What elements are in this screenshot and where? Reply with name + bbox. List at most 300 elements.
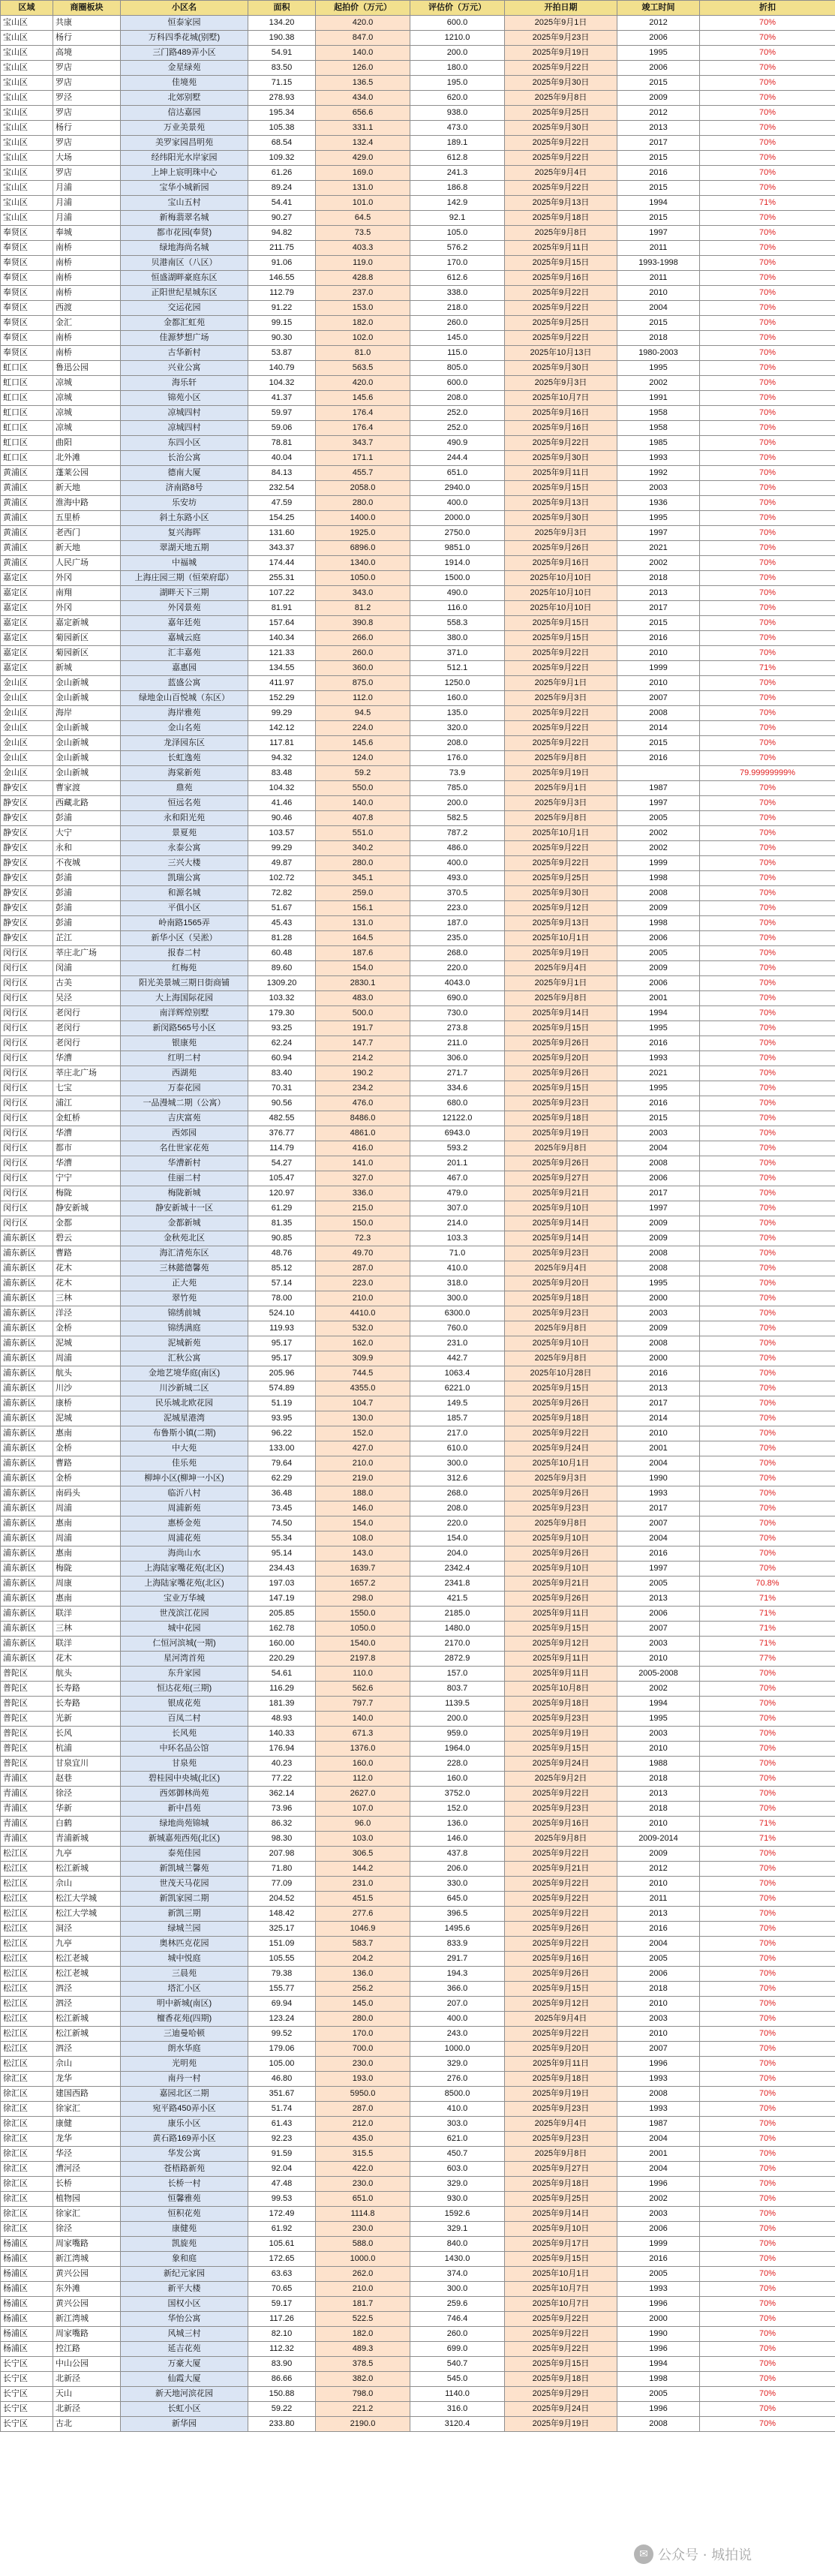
- cell-name: 报春二村: [121, 946, 248, 961]
- table-row: [1, 1967, 835, 1982]
- cell-disc: 70%: [700, 1456, 835, 1471]
- cell-disc: 70%: [700, 2027, 835, 2042]
- cell-district: 徐汇区: [1, 2087, 53, 2102]
- cell-block: 花木: [53, 1261, 121, 1276]
- cell-name: 国权小区: [121, 2297, 248, 2312]
- cell-eval: 105.0: [410, 226, 505, 241]
- cell-district: 松江区: [1, 1922, 53, 1937]
- cell-year: 1995: [617, 46, 700, 61]
- cell-disc: 70%: [700, 61, 835, 76]
- table-row: [1, 1787, 835, 1802]
- cell-area: 91.59: [248, 2147, 316, 2162]
- cell-name: 恒远名苑: [121, 796, 248, 811]
- cell-price: 131.0: [316, 181, 410, 196]
- cell-district: 浦东新区: [1, 1456, 53, 1471]
- cell-year: 2015: [617, 151, 700, 166]
- cell-disc: 70%: [700, 2297, 835, 2312]
- cell-price: 522.5: [316, 2312, 410, 2327]
- table-row: [1, 2147, 835, 2162]
- table-row: [1, 1096, 835, 1111]
- cell-name: 东四小区: [121, 436, 248, 451]
- cell-block: 光新: [53, 1712, 121, 1727]
- cell-price: 700.0: [316, 2042, 410, 2057]
- cell-disc: 70%: [700, 1562, 835, 1577]
- cell-price: 551.0: [316, 826, 410, 841]
- cell-area: 207.98: [248, 1847, 316, 1862]
- cell-start: 2025年9月16日: [505, 1817, 617, 1832]
- cell-year: 1996: [617, 2177, 700, 2192]
- cell-start: 2025年9月22日: [505, 2327, 617, 2342]
- cell-name: 华漕新村: [121, 1156, 248, 1171]
- cell-name: 银成花苑: [121, 1697, 248, 1712]
- cell-eval: 600.0: [410, 16, 505, 31]
- cell-block: 华新: [53, 1802, 121, 1817]
- cell-district: 闵行区: [1, 1201, 53, 1216]
- cell-district: 闵行区: [1, 1096, 53, 1111]
- cell-name: 康健苑: [121, 2222, 248, 2237]
- cell-name: 长虹小区: [121, 2402, 248, 2417]
- cell-area: 51.74: [248, 2102, 316, 2117]
- cell-disc: 70%: [700, 2117, 835, 2132]
- cell-block: 泗泾: [53, 2042, 121, 2057]
- cell-price: 428.8: [316, 271, 410, 286]
- table-row: [1, 76, 835, 91]
- cell-eval: 582.5: [410, 811, 505, 826]
- cell-district: 松江区: [1, 1862, 53, 1877]
- cell-area: 60.48: [248, 946, 316, 961]
- table-row: [1, 811, 835, 826]
- cell-start: 2025年9月19日: [505, 2087, 617, 2102]
- cell-name: 泰苑佳园: [121, 1847, 248, 1862]
- cell-area: 411.97: [248, 676, 316, 691]
- cell-price: 81.2: [316, 601, 410, 616]
- cell-area: 41.46: [248, 796, 316, 811]
- cell-block: 高境: [53, 46, 121, 61]
- cell-name: 象和庭: [121, 2252, 248, 2267]
- cell-price: 422.0: [316, 2162, 410, 2177]
- cell-area: 90.27: [248, 211, 316, 226]
- cell-start: 2025年9月8日: [505, 1516, 617, 1531]
- cell-block: 月浦: [53, 211, 121, 226]
- table-row: [1, 961, 835, 976]
- cell-eval: 185.7: [410, 1411, 505, 1426]
- table-row: [1, 1276, 835, 1291]
- cell-block: 金山新城: [53, 766, 121, 781]
- cell-disc: 70%: [700, 676, 835, 691]
- cell-price: 798.0: [316, 2387, 410, 2402]
- cell-year: 1988: [617, 1757, 700, 1772]
- cell-price: 500.0: [316, 1006, 410, 1021]
- cell-price: 150.0: [316, 1216, 410, 1231]
- cell-district: 嘉定区: [1, 616, 53, 631]
- table-row: [1, 661, 835, 676]
- cell-price: 382.0: [316, 2372, 410, 2387]
- cell-name: 恒泰家园: [121, 16, 248, 31]
- cell-district: 青浦区: [1, 1802, 53, 1817]
- cell-year: 2010: [617, 1426, 700, 1441]
- cell-year: 2009: [617, 91, 700, 106]
- cell-district: 浦东新区: [1, 1291, 53, 1306]
- cell-name: 华发公寓: [121, 2147, 248, 2162]
- cell-disc: 70%: [700, 1096, 835, 1111]
- cell-block: 惠南: [53, 1592, 121, 1607]
- cell-disc: 70%: [700, 1907, 835, 1922]
- cell-district: 虹口区: [1, 361, 53, 376]
- table-row: [1, 151, 835, 166]
- cell-block: 南桥: [53, 286, 121, 301]
- cell-disc: 70%: [700, 2342, 835, 2357]
- cell-block: 月浦: [53, 196, 121, 211]
- cell-start: 2025年9月19日: [505, 1126, 617, 1141]
- cell-year: 2000: [617, 1351, 700, 1366]
- cell-district: 浦东新区: [1, 1381, 53, 1396]
- cell-name: 海岸雅苑: [121, 706, 248, 721]
- cell-start: 2025年9月15日: [505, 1081, 617, 1096]
- cell-year: 2007: [617, 2042, 700, 2057]
- cell-year: 2010: [617, 1742, 700, 1757]
- cell-start: 2025年9月10日: [505, 1562, 617, 1577]
- cell-eval: 699.0: [410, 2342, 505, 2357]
- cell-eval: 273.8: [410, 1021, 505, 1036]
- cell-district: 普陀区: [1, 1727, 53, 1742]
- table-row: [1, 2357, 835, 2372]
- cell-district: 青浦区: [1, 1832, 53, 1847]
- cell-district: 宝山区: [1, 121, 53, 136]
- cell-start: 2025年9月25日: [505, 106, 617, 121]
- cell-name: 金都新城: [121, 1216, 248, 1231]
- cell-block: 吴泾: [53, 991, 121, 1006]
- cell-price: 108.0: [316, 1531, 410, 1547]
- cell-start: 2025年9月19日: [505, 946, 617, 961]
- cell-start: 2025年9月26日: [505, 1066, 617, 1081]
- cell-year: 2013: [617, 586, 700, 601]
- cell-start: 2025年9月30日: [505, 511, 617, 526]
- cell-eval: 3120.4: [410, 2417, 505, 2432]
- table-row: [1, 1021, 835, 1036]
- cell-block: 建国西路: [53, 2087, 121, 2102]
- cell-start: 2025年9月22日: [505, 856, 617, 871]
- cell-district: 徐汇区: [1, 2102, 53, 2117]
- cell-disc: 70%: [700, 376, 835, 391]
- cell-price: 1376.0: [316, 1742, 410, 1757]
- cell-start: 2025年9月22日: [505, 181, 617, 196]
- cell-block: 老西门: [53, 526, 121, 541]
- cell-price: 59.2: [316, 766, 410, 781]
- cell-area: 232.54: [248, 481, 316, 496]
- cell-price: 583.7: [316, 1937, 410, 1952]
- cell-district: 浦东新区: [1, 1441, 53, 1456]
- cell-district: 金山区: [1, 706, 53, 721]
- cell-name: 川沙新城二区: [121, 1381, 248, 1396]
- cell-eval: 9851.0: [410, 541, 505, 556]
- cell-disc: 70%: [700, 751, 835, 766]
- cell-price: 550.0: [316, 781, 410, 796]
- table-row: [1, 616, 835, 631]
- cell-year: 2018: [617, 331, 700, 346]
- cell-area: 82.10: [248, 2327, 316, 2342]
- cell-block: 罗店: [53, 166, 121, 181]
- cell-name: 三林懿德馨苑: [121, 1261, 248, 1276]
- cell-name: 名仕世家花苑: [121, 1141, 248, 1156]
- cell-year: 1995: [617, 361, 700, 376]
- table-row: [1, 721, 835, 736]
- cell-area: 63.63: [248, 2267, 316, 2282]
- cell-start: 2025年9月22日: [505, 646, 617, 661]
- cell-start: 2025年9月4日: [505, 961, 617, 976]
- cell-name: 一品漫城二期（公寓）: [121, 1096, 248, 1111]
- cell-eval: 680.0: [410, 1096, 505, 1111]
- cell-block: 彭浦: [53, 811, 121, 826]
- cell-district: 黄浦区: [1, 466, 53, 481]
- cell-area: 133.00: [248, 1441, 316, 1456]
- cell-block: 嘉定新城: [53, 616, 121, 631]
- cell-district: 嘉定区: [1, 631, 53, 646]
- table-row: [1, 1562, 835, 1577]
- cell-name: 恒积花苑: [121, 2207, 248, 2222]
- cell-price: 144.2: [316, 1862, 410, 1877]
- cell-start: 2025年9月8日: [505, 1141, 617, 1156]
- cell-year: 2009: [617, 1216, 700, 1231]
- cell-price: 81.0: [316, 346, 410, 361]
- cell-start: 2025年9月18日: [505, 2177, 617, 2192]
- header-start: 开拍日期: [505, 1, 617, 16]
- cell-year: 1994: [617, 1697, 700, 1712]
- cell-start: 2025年9月18日: [505, 1111, 617, 1126]
- cell-price: 1050.0: [316, 1622, 410, 1637]
- cell-block: 彭浦: [53, 901, 121, 916]
- cell-start: 2025年9月26日: [505, 1547, 617, 1562]
- cell-name: 汇秋公寓: [121, 1351, 248, 1366]
- cell-price: 327.0: [316, 1171, 410, 1186]
- table-row: [1, 1712, 835, 1727]
- cell-start: 2025年9月3日: [505, 376, 617, 391]
- cell-block: 徐家汇: [53, 2102, 121, 2117]
- table-row: [1, 1216, 835, 1231]
- cell-area: 62.24: [248, 1036, 316, 1051]
- cell-price: 343.0: [316, 586, 410, 601]
- cell-disc: 70%: [700, 2162, 835, 2177]
- cell-disc: 70%: [700, 1276, 835, 1291]
- cell-price: 219.0: [316, 1471, 410, 1486]
- cell-year: 1997: [617, 526, 700, 541]
- cell-disc: 70%: [700, 1682, 835, 1697]
- cell-price: 210.0: [316, 2282, 410, 2297]
- cell-eval: 223.0: [410, 901, 505, 916]
- cell-start: 2025年9月22日: [505, 286, 617, 301]
- cell-district: 浦东新区: [1, 1411, 53, 1426]
- cell-name: 上海陆家嘴花苑(北区): [121, 1562, 248, 1577]
- cell-price: 154.0: [316, 1516, 410, 1531]
- cell-district: 松江区: [1, 1877, 53, 1892]
- cell-disc: 70%: [700, 2372, 835, 2387]
- cell-name: 长桥一村: [121, 2177, 248, 2192]
- cell-price: 420.0: [316, 376, 410, 391]
- cell-block: 周浦: [53, 1351, 121, 1366]
- cell-start: 2025年9月18日: [505, 211, 617, 226]
- table-row: [1, 1577, 835, 1592]
- cell-price: 360.0: [316, 661, 410, 676]
- cell-area: 351.67: [248, 2087, 316, 2102]
- cell-eval: 291.7: [410, 1952, 505, 1967]
- cell-start: 2025年9月8日: [505, 1321, 617, 1336]
- cell-block: 联洋: [53, 1637, 121, 1652]
- cell-block: 老闵行: [53, 1021, 121, 1036]
- cell-eval: 160.0: [410, 691, 505, 706]
- cell-block: 赵巷: [53, 1772, 121, 1787]
- cell-block: 杨行: [53, 31, 121, 46]
- cell-area: 90.85: [248, 1231, 316, 1246]
- cell-eval: 220.0: [410, 1516, 505, 1531]
- cell-start: 2025年9月29日: [505, 2387, 617, 2402]
- table-row: [1, 406, 835, 421]
- cell-eval: 231.0: [410, 1336, 505, 1351]
- cell-district: 金山区: [1, 751, 53, 766]
- cell-disc: 70%: [700, 481, 835, 496]
- cell-area: 54.91: [248, 46, 316, 61]
- cell-eval: 1914.0: [410, 556, 505, 571]
- cell-district: 杨浦区: [1, 2252, 53, 2267]
- cell-start: 2025年9月14日: [505, 1231, 617, 1246]
- cell-block: 古北: [53, 2417, 121, 2432]
- cell-disc: 70%: [700, 1937, 835, 1952]
- cell-district: 黄浦区: [1, 556, 53, 571]
- cell-start: 2025年9月23日: [505, 1096, 617, 1111]
- table-row: [1, 2267, 835, 2282]
- table-row: [1, 706, 835, 721]
- cell-year: 2014: [617, 1411, 700, 1426]
- cell-district: 普陀区: [1, 1742, 53, 1757]
- cell-start: 2025年9月18日: [505, 2072, 617, 2087]
- cell-block: 人民广场: [53, 556, 121, 571]
- cell-block: 金汇: [53, 316, 121, 331]
- cell-district: 金山区: [1, 766, 53, 781]
- cell-area: 109.32: [248, 151, 316, 166]
- cell-eval: 12122.0: [410, 1111, 505, 1126]
- table-row: [1, 2342, 835, 2357]
- cell-name: 锦绣满庭: [121, 1321, 248, 1336]
- table-row: [1, 1456, 835, 1471]
- cell-disc: 70%: [700, 1006, 835, 1021]
- cell-start: 2025年10月8日: [505, 1682, 617, 1697]
- table-row: [1, 2282, 835, 2297]
- cell-price: 2830.1: [316, 976, 410, 991]
- cell-name: 绿地海尚名城: [121, 241, 248, 256]
- table-row: [1, 826, 835, 841]
- cell-name: 红明二村: [121, 1051, 248, 1066]
- cell-price: 212.0: [316, 2117, 410, 2132]
- cell-district: 浦东新区: [1, 1231, 53, 1246]
- cell-area: 84.13: [248, 466, 316, 481]
- cell-disc: 70%: [700, 1862, 835, 1877]
- cell-area: 91.06: [248, 256, 316, 271]
- cell-start: 2025年9月4日: [505, 2012, 617, 2027]
- cell-price: 562.6: [316, 1682, 410, 1697]
- cell-disc: 71%: [700, 661, 835, 676]
- cell-eval: 316.0: [410, 2402, 505, 2417]
- cell-year: 2005: [617, 1577, 700, 1592]
- cell-start: 2025年9月22日: [505, 661, 617, 676]
- header-year: 竣工时间: [617, 1, 700, 16]
- cell-district: 金山区: [1, 676, 53, 691]
- cell-district: 虹口区: [1, 436, 53, 451]
- cell-name: 梅陇新城: [121, 1186, 248, 1201]
- table-row: [1, 916, 835, 931]
- cell-disc: 70%: [700, 1411, 835, 1426]
- cell-disc: 70%: [700, 1141, 835, 1156]
- cell-area: 195.34: [248, 106, 316, 121]
- cell-disc: 70%: [700, 2267, 835, 2282]
- cell-price: 6896.0: [316, 541, 410, 556]
- cell-block: 西藏北路: [53, 796, 121, 811]
- cell-disc: 70%: [700, 2057, 835, 2072]
- cell-area: 93.95: [248, 1411, 316, 1426]
- cell-eval: 833.9: [410, 1937, 505, 1952]
- cell-disc: 70%: [700, 2042, 835, 2057]
- cell-district: 金山区: [1, 721, 53, 736]
- cell-year: 1958: [617, 421, 700, 436]
- cell-year: 1987: [617, 781, 700, 796]
- cell-disc: 70%: [700, 1772, 835, 1787]
- cell-year: 2009: [617, 961, 700, 976]
- cell-price: 154.0: [316, 961, 410, 976]
- cell-start: 2025年10月7日: [505, 2282, 617, 2297]
- cell-name: 佳源梦想广场: [121, 331, 248, 346]
- cell-name: 宛平路450弄小区: [121, 2102, 248, 2117]
- cell-eval: 2170.0: [410, 1637, 505, 1652]
- cell-disc: 70%: [700, 916, 835, 931]
- cell-year: 1996: [617, 2057, 700, 2072]
- header-eval: 评估价（万元）: [410, 1, 505, 16]
- table-row: [1, 1186, 835, 1201]
- cell-disc: 70%: [700, 946, 835, 961]
- cell-district: 松江区: [1, 2027, 53, 2042]
- cell-start: 2025年9月30日: [505, 121, 617, 136]
- cell-block: 三林: [53, 1291, 121, 1306]
- cell-year: 2013: [617, 1907, 700, 1922]
- cell-price: 489.3: [316, 2342, 410, 2357]
- cell-eval: 136.0: [410, 1817, 505, 1832]
- cell-block: 长桥: [53, 2177, 121, 2192]
- cell-name: 三兴大楼: [121, 856, 248, 871]
- table-row: [1, 1952, 835, 1967]
- cell-price: 141.0: [316, 1156, 410, 1171]
- cell-eval: 1250.0: [410, 676, 505, 691]
- cell-block: 黄兴公园: [53, 2267, 121, 2282]
- cell-area: 181.39: [248, 1697, 316, 1712]
- table-row: [1, 61, 835, 76]
- table-row: [1, 2117, 835, 2132]
- cell-block: 曲阳: [53, 436, 121, 451]
- cell-disc: 70%: [700, 1802, 835, 1817]
- table-row: [1, 31, 835, 46]
- cell-area: 105.55: [248, 1952, 316, 1967]
- cell-eval: 135.0: [410, 706, 505, 721]
- table-row: [1, 1261, 835, 1276]
- cell-block: 泗泾: [53, 1982, 121, 1997]
- cell-price: 49.70: [316, 1246, 410, 1261]
- cell-area: 99.29: [248, 706, 316, 721]
- cell-area: 362.14: [248, 1787, 316, 1802]
- cell-year: 1995: [617, 1276, 700, 1291]
- cell-start: 2025年9月30日: [505, 361, 617, 376]
- cell-eval: 187.0: [410, 916, 505, 931]
- cell-price: 1046.9: [316, 1922, 410, 1937]
- cell-block: 泥城: [53, 1411, 121, 1426]
- cell-block: 老闵行: [53, 1006, 121, 1021]
- cell-district: 浦东新区: [1, 1501, 53, 1516]
- cell-year: 2017: [617, 1186, 700, 1201]
- cell-start: 2025年9月11日: [505, 466, 617, 481]
